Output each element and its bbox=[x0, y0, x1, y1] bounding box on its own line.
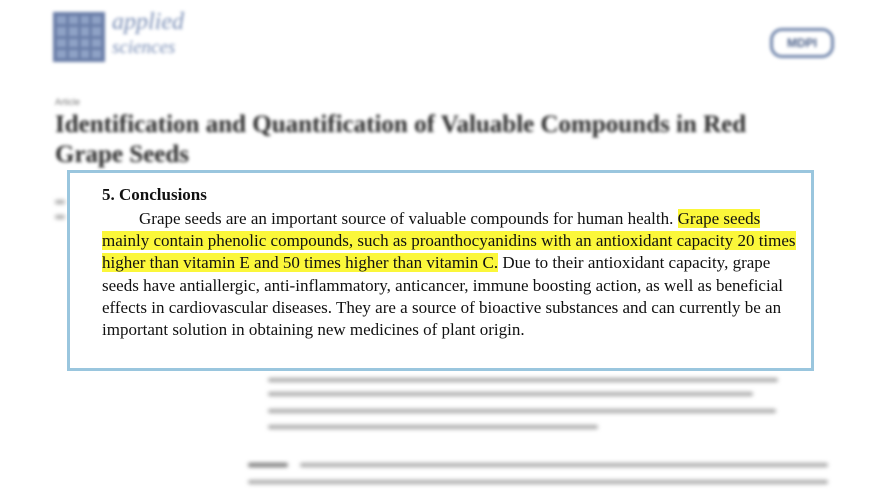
journal-name bbox=[112, 10, 184, 60]
journal-logo-icon bbox=[53, 12, 105, 62]
conclusions-paragraph bbox=[102, 208, 799, 341]
article-type: Article bbox=[55, 97, 81, 107]
conclusions-callout bbox=[67, 170, 814, 371]
section-heading: 5. Conclusions bbox=[102, 185, 207, 204]
publisher-logo: MDPI bbox=[770, 28, 834, 58]
journal-name-line1: applied bbox=[112, 9, 184, 35]
text-before-highlight: Grape seeds are an important source of valuable compounds for human health. bbox=[139, 209, 678, 228]
text-after-highlight: Due to their antioxidant capacity, grape seeds have antiallergic, anti-inflammatory, anticancer, immune boosting action, as well as beneficial effects in cardiovascular diseases. They are a source of bioactive substances and can currently be an important solution in obtaining new medicines of plant origin. bbox=[102, 253, 783, 340]
highlighted-sentence: Grape seeds mainly contain phenolic compounds, such as proanthocyanidins with an antioxidant capacity 20 times higher than vitamin E and 50 times higher than vitamin C. bbox=[102, 209, 796, 273]
article-title: Identification and Quantification of Valuable Compounds in Red Grape Seeds bbox=[55, 111, 747, 168]
journal-name-line2: sciences bbox=[112, 37, 176, 58]
